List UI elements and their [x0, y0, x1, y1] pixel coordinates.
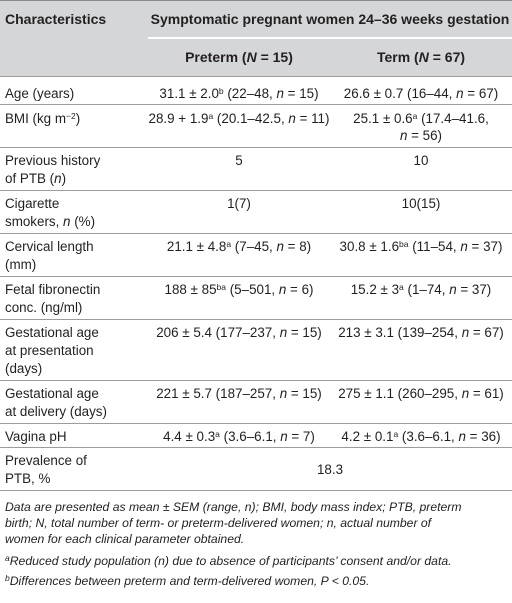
- row-divider: [0, 190, 512, 191]
- row-label-presentation-line3: (days): [5, 361, 43, 376]
- row-label-prevalence-line2: PTB, %: [5, 471, 51, 486]
- footnote-main-line3: women for each clinical parameter obtained.: [5, 532, 245, 546]
- row-label-history-line2: of PTB (n): [5, 171, 67, 186]
- header-group-title: Symptomatic pregnant women 24–36 weeks gestation: [150, 11, 510, 27]
- row-label-presentation-line1: Gestational age: [5, 325, 99, 340]
- row-preterm-fibronectin: $188 \pm 85^{ba}$ (5–501, n = 6): [164, 282, 314, 297]
- row-term-bmi-line2: n = 56): [399, 128, 443, 143]
- row-label-presentation-line2: at presentation: [5, 343, 94, 358]
- row-term-cervical: 30.8 ± 1.6$^{ba}$ (11–54, n = 37): [339, 239, 503, 254]
- row-divider: [0, 380, 512, 381]
- row-label-delivery-line1: Gestational age: [5, 386, 99, 401]
- row-preterm-age: 31.1 ± 2.0$^b$ (22–48, n = 15): [159, 86, 319, 101]
- row-label-smokers-line2: smokers, n (%): [5, 214, 96, 229]
- row-label-smokers-line1: Cigarette: [5, 196, 60, 211]
- footnote-main-line1: Data are presented as mean ± SEM (range, n); BMI, body mass index; PTB, preterm: [5, 500, 462, 514]
- row-label-delivery-line2: at delivery (days): [5, 404, 107, 419]
- table-bottom-rule: [0, 490, 512, 491]
- row-term-ph: 4.2 ± 0.1$^a$ (3.6–6.1, n = 36): [341, 429, 501, 444]
- row-label-prevalence-line1: Prevalence of: [5, 453, 87, 468]
- row-label-bmi: BMI (kg $m^{-2}$): [5, 111, 81, 126]
- row-label-fibronectin-line2: conc. (ng/ml): [5, 300, 83, 315]
- row-preterm-history: 5: [235, 153, 243, 168]
- row-term-age: 26.6 ± 0.7 (16–44, n = 67): [343, 86, 499, 101]
- header-characteristics: Characteristics: [5, 11, 107, 27]
- row-label-age: Age (years): [5, 86, 75, 101]
- row-divider: [0, 276, 512, 277]
- row-preterm-presentation: 206 ± 5.4 (177–237, n = 15): [156, 325, 322, 340]
- row-label-fibronectin-line1: Fetal fibronectin: [5, 282, 101, 297]
- table-top-rule: [0, 0, 512, 1]
- header-bottom-rule: [0, 76, 512, 77]
- row-preterm-delivery: 221 ± 5.7 (187–257, n = 15): [156, 386, 322, 401]
- header-preterm: Preterm (N = 15): [185, 49, 293, 65]
- row-term-bmi-line1: 25.1 ± 0.6$^a$ (17.4–41.6,: [353, 111, 489, 126]
- row-divider: [0, 233, 512, 234]
- row-preterm-bmi: 28.9 + 1.9$^a$ (20.1–42.5, n = 11): [148, 111, 330, 126]
- row-preterm-smokers: 1(7): [227, 196, 251, 211]
- row-divider: [0, 104, 512, 105]
- row-label-cervical-line1: Cervical length: [5, 239, 94, 254]
- row-label-history-line1: Previous history: [5, 153, 101, 168]
- footnote-main-line2: birth; N, total number of term- or preterm-delivered women; n, actual number of: [5, 516, 432, 530]
- group-header-divider: [148, 37, 512, 39]
- footnote-a: $^a$Reduced study population (n) due to absence of participants’ consent and/or data.: [5, 553, 452, 568]
- row-prevalence-value: 18.3: [316, 462, 344, 477]
- row-divider: [0, 447, 512, 448]
- row-term-smokers: 10(15): [401, 196, 441, 211]
- row-term-presentation: 213 ± 3.1 (139–254, n = 67): [338, 325, 504, 340]
- row-preterm-cervical: 21.1 ± 4.8$^a$ (7–45, n = 8): [166, 239, 312, 254]
- row-divider: [0, 147, 512, 148]
- row-preterm-ph: 4.4 ± 0.3$^a$ (3.6–6.1, n = 7): [163, 429, 315, 444]
- row-term-fibronectin: $15.2 \pm 3^a$ (1–74, n = 37): [350, 282, 492, 297]
- row-divider: [0, 319, 512, 320]
- header-term: Term (N = 67): [376, 49, 466, 65]
- row-label-cervical-line2: (mm): [5, 257, 37, 272]
- row-term-delivery: 275 ± 1.1 (260–295, n = 61): [338, 386, 504, 401]
- row-label-ph: Vagina pH: [5, 429, 67, 444]
- row-term-history: 10: [413, 153, 429, 168]
- row-divider: [0, 423, 512, 424]
- footnote-b: $^b$Differences between preterm and term-delivered women, P < 0.05.: [5, 573, 370, 588]
